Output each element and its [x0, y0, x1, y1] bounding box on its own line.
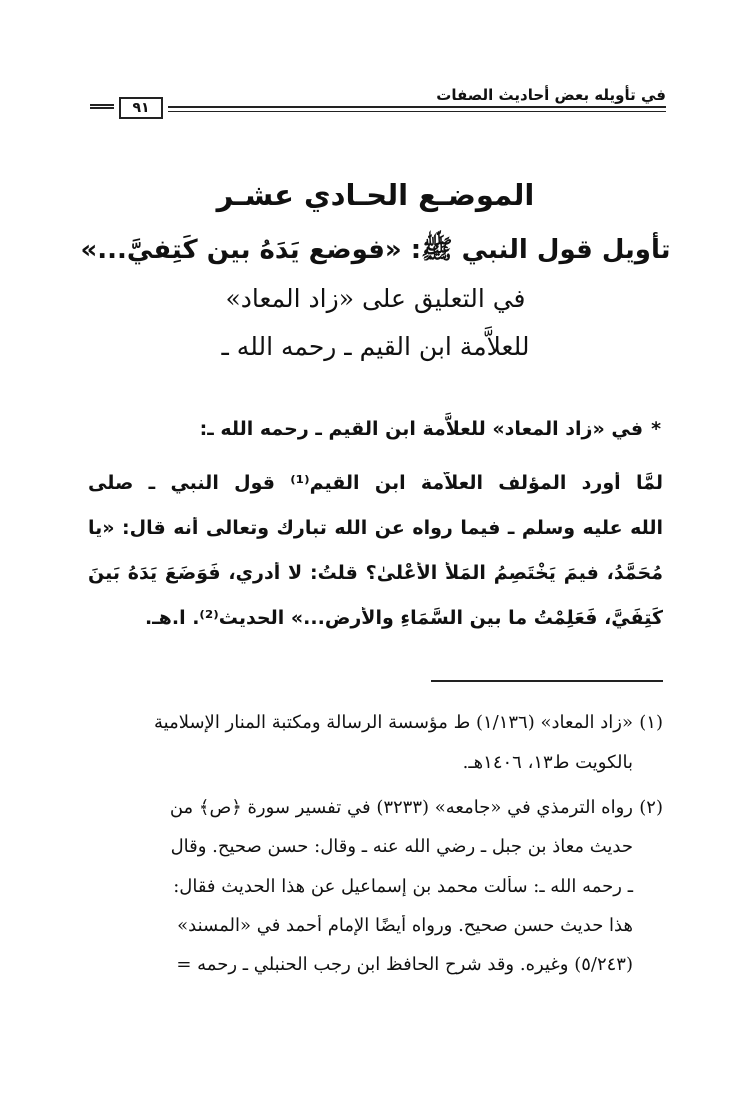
- footnote-text: «زاد المعاد» (١/١٣٦) ط مؤسسة الرسالة ومكتبة المنار الإسلامية: [154, 712, 633, 733]
- body-text-line: كَتِفَيَّ، فَعَلِمْتُ ما بين السَّمَاءِ والأرض...» الحديث⁽²⁾. ا.هـ.: [144, 607, 663, 629]
- footnote-2-continued: ـ رحمه الله ـ: سألت محمد بن إسماعيل عن هذا الحديث فقال:: [173, 876, 633, 897]
- page-number-dash: [90, 104, 114, 109]
- asterisk-icon: *: [651, 418, 661, 440]
- page-number-box: [119, 97, 163, 119]
- footnote-2-continued: حديث معاذ بن جبل ـ رضي الله عنه ـ وقال: حسن صحيح. وقال: [170, 836, 633, 857]
- footnote-separator: [431, 680, 663, 682]
- footnote-text: رواه الترمذي في «جامعه» (٣٢٣٣) في تفسير سورة ﴿ص﴾ من: [169, 797, 633, 818]
- body-text-line: مُحَمَّدُ، فيمَ يَخْتَصِمُ المَلأُ الأَعْلىٰ؟ قلتُ: لا أدري، فَوَضَعَ يَدَهُ بَينَ: [88, 562, 663, 584]
- chapter-title: الموضـع الحـادي عشـر: [216, 178, 535, 212]
- running-header-title: في تأويله بعض أحاديث الصفات: [436, 86, 666, 104]
- footnote-1: [88, 712, 663, 733]
- footnote-1-continued: بالكويت ط١٣، ١٤٠٦هـ.: [462, 752, 633, 773]
- page-number: ٩١: [132, 100, 150, 116]
- chapter-author-line: للعلاَّمة ابن القيم ـ رحمه الله ـ: [221, 332, 530, 361]
- header-rule-thin: [168, 111, 666, 112]
- section-heading: [200, 418, 661, 440]
- header-rule: [168, 106, 666, 108]
- footnote-number: (٢): [639, 797, 663, 818]
- footnote-2: [88, 797, 663, 818]
- footnote-2-continued: هذا حديث حسن صحيح. ورواه أيضًا الإمام أحمد في «المسند»: [177, 915, 633, 936]
- body-text-line: الله عليه وسلم ـ فيما رواه عن الله تبارك وتعالى أنه قال: «يا: [88, 517, 663, 539]
- body-text-line: لمَّا أورد المؤلف العلاَّمة ابن القيم⁽¹⁾ قول النبي ـ صلى: [88, 472, 663, 494]
- chapter-context: في التعليق على «زاد المعاد»: [225, 284, 526, 313]
- section-heading-text: في «زاد المعاد» للعلاَّمة ابن القيم ـ رحمه الله ـ:: [199, 418, 644, 440]
- footnote-number: (١): [639, 712, 663, 733]
- footnote-2-continued: (٥/٢٤٣) وغيره. وقد شرح الحافظ ابن رجب الحنبلي ـ رحمه =: [176, 954, 633, 975]
- chapter-subtitle: تأويل قول النبي ﷺ: «فوضع يَدَهُ بين كَتِفيَّ...»: [80, 235, 671, 265]
